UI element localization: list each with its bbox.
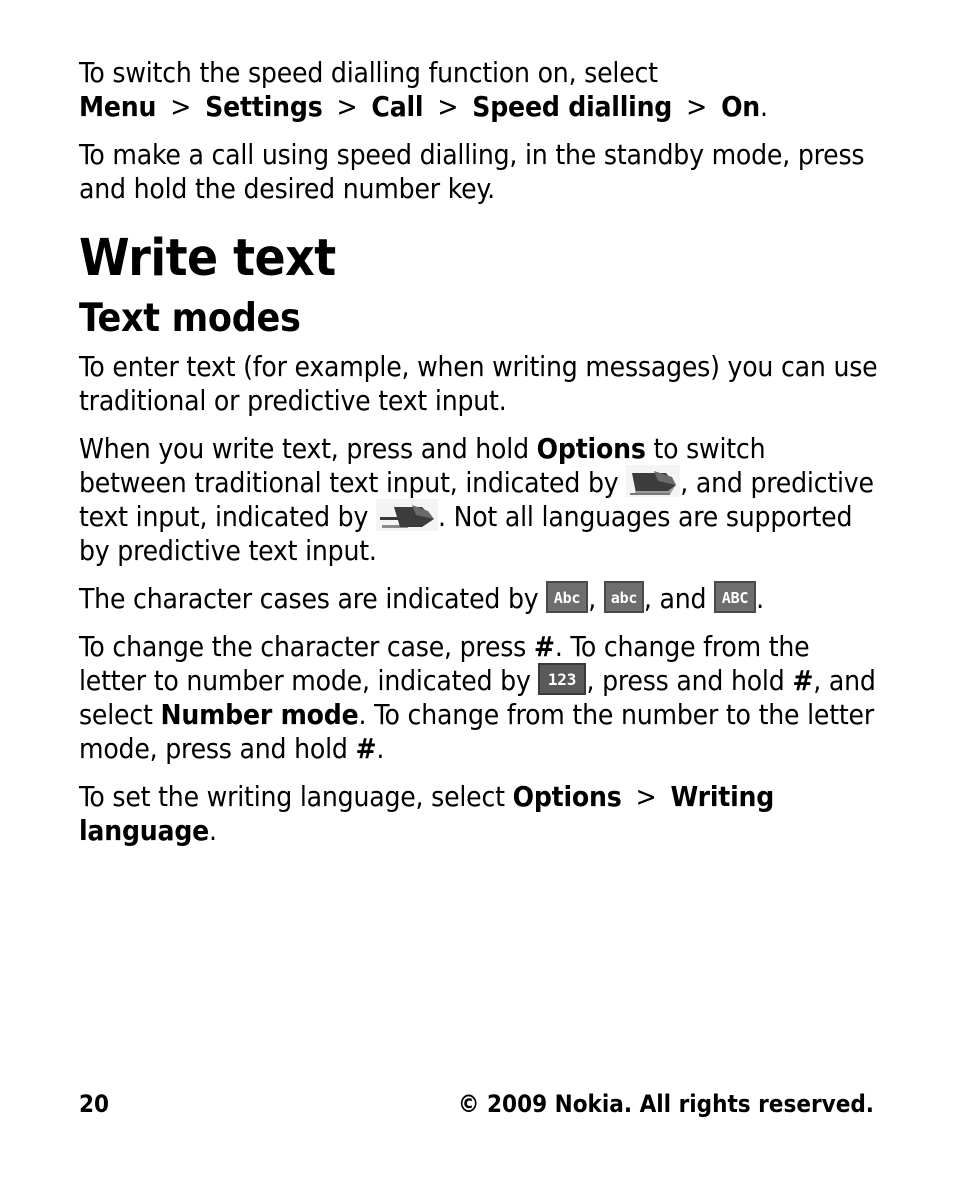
speed-dial-call-instructions: To make a call using speed dialling, in the standby mode, press and hold the desired number key.	[79, 138, 865, 205]
document-page	[79, 56, 879, 862]
predictive-pencil-icon	[376, 499, 438, 531]
page-number: 20	[79, 1090, 110, 1118]
text-input-intro: To enter text (for example, when writing messages) you can use traditional or predictive text input.	[79, 350, 878, 417]
svg-text:123: 123	[548, 670, 577, 689]
svg-text:ABC: ABC	[721, 589, 749, 607]
svg-text:abc: abc	[610, 589, 638, 607]
sentence-case-icon	[546, 581, 588, 613]
text-input-switch-instructions: When you write text, press and hold Options to switch between traditional text input, indicated by , and predictive text input, indicated by . Not all languages are supported by predictive text input.	[79, 432, 874, 567]
svg-text:Abc: Abc	[554, 589, 581, 607]
section-title: Text modes	[79, 296, 301, 341]
writing-language-instructions: To set the writing language, select Options > Writing language.	[79, 780, 775, 847]
lowercase-icon	[604, 581, 644, 613]
uppercase-icon	[714, 581, 756, 613]
copyright: © 2009 Nokia. All rights reserved.	[457, 1090, 874, 1118]
page-footer	[79, 1090, 874, 1118]
character-case-instructions: To change the character case, press #. To change from the letter to number mode, indicated by 123 , press and hold #, and select Number mode. To change from the number to the letter mode, press and hold #.	[79, 630, 876, 765]
pencil-icon	[626, 465, 680, 497]
speed-dial-instructions: To switch the speed dialling function on, select Menu > Settings > Call > Speed dialling > On.	[79, 56, 768, 123]
character-case-indicators: The character cases are indicated by Abc , abc , and ABC .	[79, 582, 764, 615]
number-mode-icon	[538, 663, 586, 695]
page-title: Write text	[79, 229, 336, 288]
